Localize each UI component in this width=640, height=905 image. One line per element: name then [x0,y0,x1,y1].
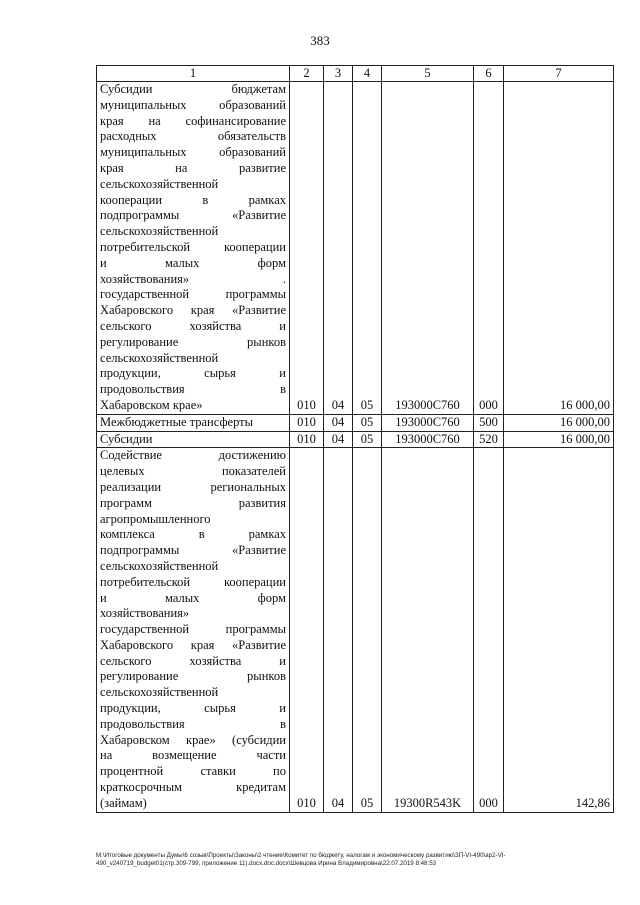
row-description [97,431,290,448]
cell-target-article: 193000С760 [382,414,474,431]
row-description [97,448,290,812]
description-line: края на софинансирование [100,113,286,128]
row-description [97,414,290,431]
cell-amount: 16 000,00 [504,431,614,448]
description-line: сельского хозяйства и [100,318,286,333]
cell-target-article: 19300R543K [382,448,474,812]
description-line: регулирование рынков [100,334,286,349]
description-line: агропромышленного [100,511,211,526]
description-line: государственной программы [100,622,286,637]
description-line: сельскохозяйственной [100,350,219,365]
document-path-footer [96,852,616,868]
description-line: сельскохозяйственной [100,224,219,239]
description-line: хозяйствования» [100,606,190,621]
cell-target-article: 193000С760 [382,431,474,448]
description-line: муниципальных образований [100,97,286,112]
cell-target-article: 193000С760 [382,82,474,415]
page-number: 383 [310,33,330,48]
cell-section-code: 04 [324,431,353,448]
description-line: Субсидии бюджетам [100,82,286,96]
description-line: сельского хозяйства и [100,653,286,668]
description-line: подпрограммы «Развитие [100,208,286,223]
description-line: продовольствия в [100,382,286,397]
header-row [97,66,614,82]
description-line: на возмещение части [100,748,286,763]
description-line: продукции, сырья и [100,701,286,716]
description-line: потребительской кооперации [100,239,286,254]
description-line: целевых показателей [100,464,286,479]
cell-expense-type: 000 [474,82,504,415]
cell-expense-type: 520 [474,431,504,448]
header-col-6: 6 [474,66,504,82]
cell-subsection-code: 05 [353,82,382,415]
description-line: краткосрочным кредитам [100,780,286,795]
cell-subsection-code: 05 [353,431,382,448]
description-line: подпрограммы «Развитие [100,543,286,558]
description-line: Хабаровского края «Развитие [100,303,286,318]
table-row [97,82,614,415]
footer-line-1: M:\Итоговые документы Думы\6 созыв\Проекты\Законы\2 чтение\Комитет по бюджету, налогам и экономическому развитию\ЗП-VI-490\ap2-VI- [96,852,506,859]
description-line: кооперации в рамках [100,192,286,207]
description-line: реализации региональных [100,479,286,494]
header-col-1: 1 [97,66,290,82]
description-line: государственной программы [100,287,286,302]
description-line: сельскохозяйственной [100,558,219,573]
description-line: комплекса в рамках [100,527,286,542]
description-line: Хабаровского края «Развитие [100,637,286,652]
header-col-2: 2 [290,66,324,82]
description-line: процентной ставки по [100,764,286,779]
description-line: муниципальных образований [100,145,286,160]
cell-amount: 16 000,00 [504,414,614,431]
cell-ministry-code: 010 [290,431,324,448]
cell-section-code: 04 [324,448,353,812]
description-line: и малых форм [100,255,286,270]
description-line: программ развития [100,495,286,510]
row-description [97,82,290,415]
budget-table [96,65,614,813]
description-line: расходных обязательств [100,129,286,144]
description-line: Межбюджетные трансферты [100,414,254,429]
description-line: сельскохозяйственной [100,685,219,700]
description-line: продукции, сырья и [100,366,286,381]
description-line: продовольствия в [100,716,286,731]
cell-section-code: 04 [324,82,353,415]
cell-section-code: 04 [324,414,353,431]
table-row [97,414,614,431]
cell-ministry-code: 010 [290,82,324,415]
cell-amount: 16 000,00 [504,82,614,415]
cell-expense-type: 000 [474,448,504,812]
description-line: хозяйствования» . [100,271,286,286]
table-row [97,431,614,448]
description-line: (займам) [100,795,147,810]
header-col-4: 4 [353,66,382,82]
header-col-5: 5 [382,66,474,82]
header-col-7: 7 [504,66,614,82]
cell-expense-type: 500 [474,414,504,431]
description-line: Хабаровском крае» [100,397,203,412]
description-line: Хабаровском крае» (субсидии [100,732,286,747]
cell-subsection-code: 05 [353,414,382,431]
cell-ministry-code: 010 [290,448,324,812]
description-line: и малых форм [100,590,286,605]
description-line: регулирование рынков [100,669,286,684]
footer-line-2: 490_v240719_budget01(стр.309-799, приложение 11).docx.doc.docx\Шевцова Ирина Владимировна\22.07.2019 8:48:53 [96,860,437,867]
table-row [97,448,614,812]
description-line: края на развитие [100,160,286,175]
cell-subsection-code: 05 [353,448,382,812]
cell-ministry-code: 010 [290,414,324,431]
description-line: сельскохозяйственной [100,176,219,191]
header-col-3: 3 [324,66,353,82]
description-line: потребительской кооперации [100,574,286,589]
description-line: Субсидии [100,431,153,446]
cell-amount: 142,86 [504,448,614,812]
description-line: Содействие достижению [100,448,286,463]
